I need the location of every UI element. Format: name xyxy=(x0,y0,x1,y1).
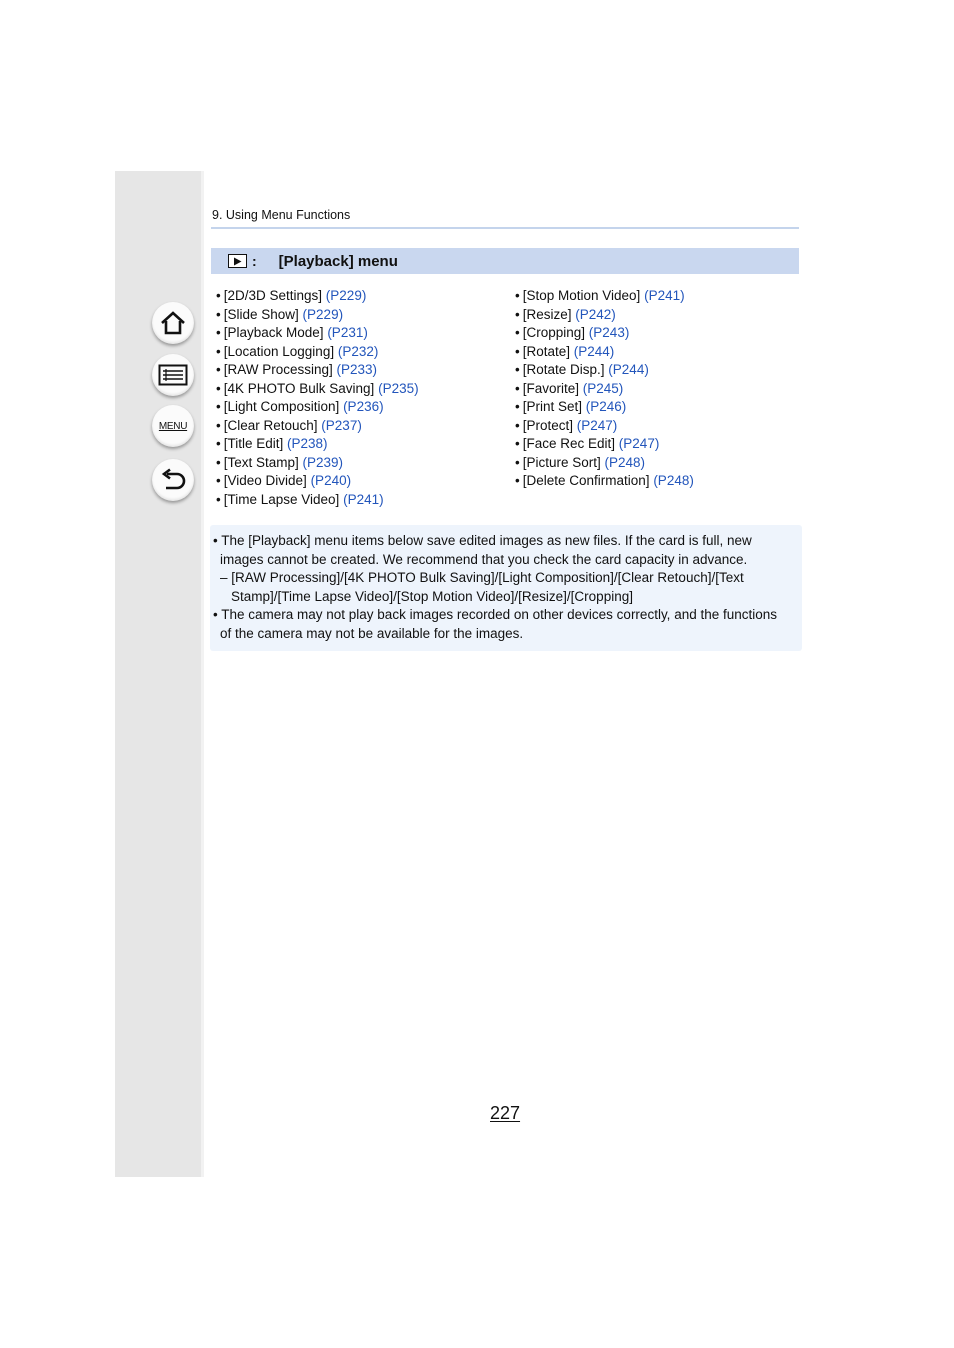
page-link[interactable]: (P237) xyxy=(321,417,362,433)
list-item: • [2D/3D Settings] (P229) xyxy=(216,288,367,303)
page-link[interactable]: (P244) xyxy=(573,343,615,359)
section-header xyxy=(211,248,799,274)
page-link[interactable]: (P247) xyxy=(618,436,660,451)
page-link[interactable]: (P242) xyxy=(575,306,616,322)
list-item: • [Resize] (P242) xyxy=(515,306,616,322)
page-link[interactable]: (P239) xyxy=(302,454,344,470)
list-item: • [Rotate] (P244) xyxy=(515,343,615,359)
list-item: • [Stop Motion Video] (P241) xyxy=(515,288,685,303)
page-number: 227 xyxy=(490,1103,521,1123)
list-item: • [Location Logging] (P232) xyxy=(216,343,379,359)
playback-icon xyxy=(228,254,247,268)
breadcrumb-rule xyxy=(211,227,799,229)
list-item: • [RAW Processing] (P233) xyxy=(216,362,378,377)
page-link[interactable]: (P248) xyxy=(604,454,646,470)
list-item: • [Text Stamp] (P239) xyxy=(216,454,344,470)
page-link[interactable]: (P246) xyxy=(585,399,627,414)
list-item: • [Picture Sort] (P248) xyxy=(515,454,646,470)
note-line: images cannot be created. We recommend that you check the card capacity in advance. xyxy=(220,551,748,567)
list-item: • [Light Composition] (P236) xyxy=(216,399,384,414)
home-button[interactable] xyxy=(152,302,194,344)
menu-items-left xyxy=(216,287,419,509)
section-colon: : xyxy=(252,253,257,269)
list-item: • [Print Set] (P246) xyxy=(515,399,627,414)
section-title: [Playback] menu xyxy=(278,252,398,270)
list-item: • [Protect] (P247) xyxy=(515,417,618,433)
page-link[interactable]: (P248) xyxy=(653,473,694,488)
page-link[interactable]: (P238) xyxy=(287,436,328,451)
contents-button[interactable] xyxy=(152,354,194,396)
list-item: • [Delete Confirmation] (P248) xyxy=(515,473,694,488)
note-line: • The [Playback] menu items below save edited images as new files. If the card is full, new xyxy=(213,533,752,548)
note-line: – [RAW Processing]/[4K PHOTO Bulk Saving]/[Light Composition]/[Clear Retouch]/[Text xyxy=(220,570,744,585)
menu-icon: MENU xyxy=(158,420,188,432)
page-link[interactable]: (P232) xyxy=(337,343,379,359)
page-link[interactable]: (P247) xyxy=(576,417,618,433)
note-line: of the camera may not be available for the images. xyxy=(220,625,524,641)
page-link[interactable]: (P231) xyxy=(327,325,368,340)
list-icon xyxy=(158,364,188,386)
page-link[interactable]: (P245) xyxy=(582,380,624,396)
list-item: • [Rotate Disp.] (P244) xyxy=(515,362,649,377)
page-link[interactable]: (P229) xyxy=(325,288,367,303)
list-item: • [4K PHOTO Bulk Saving] (P235) xyxy=(216,380,419,396)
page-link[interactable]: (P240) xyxy=(310,473,352,488)
page-link[interactable]: (P236) xyxy=(343,399,384,414)
list-item: • [Favorite] (P245) xyxy=(515,380,624,396)
list-item: • [Time Lapse Video] (P241) xyxy=(216,491,384,507)
menu-items-right xyxy=(515,287,694,491)
page-link[interactable]: (P243) xyxy=(588,325,630,340)
back-button[interactable] xyxy=(152,459,194,501)
note-box xyxy=(210,525,802,651)
list-item: • [Title Edit] (P238) xyxy=(216,436,328,451)
page-link[interactable]: (P241) xyxy=(343,491,384,507)
list-item: • [Clear Retouch] (P237) xyxy=(216,417,362,433)
menu-button[interactable] xyxy=(152,405,194,447)
home-icon xyxy=(159,310,187,336)
sidebar-edge xyxy=(201,171,204,1177)
back-arrow-icon xyxy=(159,468,187,492)
page-link[interactable]: (P244) xyxy=(608,362,649,377)
list-item: • [Face Rec Edit] (P247) xyxy=(515,436,660,451)
list-item: • [Video Divide] (P240) xyxy=(216,473,352,488)
page-link[interactable]: (P229) xyxy=(302,306,344,322)
list-item: • [Playback Mode] (P231) xyxy=(216,325,368,340)
note-line: • The camera may not play back images recorded on other devices correctly, and the functions xyxy=(213,607,778,622)
page-link[interactable]: (P241) xyxy=(644,288,685,303)
page-link[interactable]: (P233) xyxy=(336,362,378,377)
list-item: • [Slide Show] (P229) xyxy=(216,306,344,322)
note-line: Stamp]/[Time Lapse Video]/[Stop Motion Video]/[Resize]/[Cropping] xyxy=(231,588,633,604)
list-item: • [Cropping] (P243) xyxy=(515,325,630,340)
page-link[interactable]: (P235) xyxy=(378,380,419,396)
breadcrumb: 9. Using Menu Functions xyxy=(212,208,351,222)
